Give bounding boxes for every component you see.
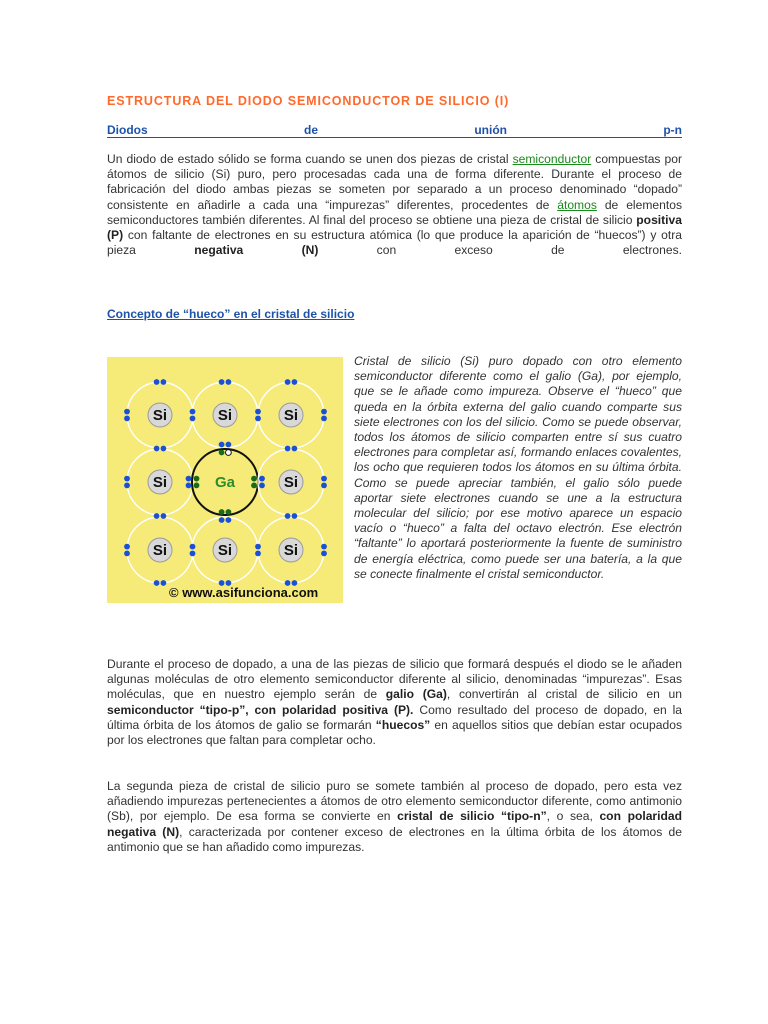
electron-pair [124, 476, 130, 482]
bold-negative-polarity: con polaridad negativa (N) [107, 809, 682, 839]
bond-electrons [285, 446, 291, 452]
silicon-label: Si [283, 474, 299, 491]
electron-pair [161, 580, 167, 586]
atomos-link[interactable]: átomos [557, 197, 597, 212]
text-run: con faltante de electrones en su estructura atómica (lo que produce la aparición de “huecos”) y otra pieza [107, 228, 682, 258]
bond-electrons [219, 450, 225, 456]
intro-paragraph [107, 152, 682, 258]
text-run: en aquellos sitios que debían estar ocupados por los electrones que faltan para completar ocho. [107, 717, 682, 748]
diodos-union-heading-link[interactable] [107, 124, 682, 138]
electron-pair [226, 379, 232, 385]
electron-pair [292, 379, 298, 385]
doping-n-paragraph [107, 779, 682, 855]
page-title: ESTRUCTURA DEL DIODO SEMICONDUCTOR DE SILICIO (I) [107, 94, 510, 108]
silicon-label: Si [152, 542, 168, 559]
text-run: La segunda pieza de cristal de silicio puro se somete también al proceso de dopado, pero esta vez añadiendo impurezas pertenecientes a átomos de otro elemento semiconductor diferente, como antimonio (Sb), por ejemplo. De esa forma se convierte en [107, 779, 682, 824]
bond-electrons [251, 483, 257, 489]
silicon-label: Si [152, 407, 168, 424]
electron-pair [154, 379, 160, 385]
electron-pair [124, 409, 130, 415]
electron-pair [124, 551, 130, 557]
subheading-word-2: de [304, 123, 319, 137]
bond-electrons [190, 544, 196, 550]
bond-electrons [194, 483, 200, 489]
subheading-word-1: Diodos [107, 123, 148, 137]
text-run: , caracterizada por contener exceso de electrones en la última órbita de los átomos de antimonio que se han añadido como impurezas. [107, 824, 682, 854]
bond-electrons [226, 517, 232, 523]
gallium-label: Ga [214, 474, 236, 491]
electron-pair [321, 483, 327, 489]
silicon-label: Si [283, 407, 299, 424]
bold-tipo-n: cristal de silicio “tipo-n” [397, 809, 547, 824]
text-run: , o sea, [546, 809, 600, 824]
bond-electrons [255, 416, 261, 422]
hueco-concept-heading-link[interactable]: Concepto de “hueco” en el cristal de silicio [107, 307, 355, 321]
bond-electrons [226, 509, 232, 515]
bond-electrons [292, 446, 298, 452]
bond-electrons [285, 513, 291, 519]
silicon-label: Si [152, 474, 168, 491]
subheading-word-3: unión [474, 123, 507, 137]
bond-electrons [186, 476, 192, 482]
bond-electrons [226, 442, 232, 448]
electron-pair [124, 483, 130, 489]
bond-electrons [161, 446, 167, 452]
text-run: Un diodo de estado sólido se forma cuando se unen dos piezas de cristal [107, 152, 513, 166]
electron-pair [124, 544, 130, 550]
electron-pair [321, 551, 327, 557]
watermark-text: © www.asifunciona.com [169, 585, 319, 600]
electron-pair [321, 544, 327, 550]
bold-galio: galio (Ga) [385, 687, 447, 702]
crystal-lattice-svg [107, 357, 343, 603]
electron-pair [154, 580, 160, 586]
bond-electrons [255, 409, 261, 415]
bold-positive-p: positiva (P) [107, 212, 682, 243]
bond-electrons [154, 513, 160, 519]
text-run: de elementos semiconductores también diferentes. Al final del proceso se obtiene una pieza de cristal de silicio [107, 197, 682, 227]
electron-pair [321, 476, 327, 482]
bond-electrons [219, 509, 225, 515]
silicon-label: Si [283, 542, 299, 559]
bond-electrons [190, 416, 196, 422]
hole-marker [226, 450, 232, 456]
silicon-label: Si [217, 407, 233, 424]
bond-electrons [219, 442, 225, 448]
bond-electrons [190, 409, 196, 415]
doping-p-paragraph [107, 657, 682, 748]
electron-pair [219, 379, 225, 385]
text-run: compuestas por átomos de silicio (Si) puro, pero procesadas cada una de forma diferente. Durante el proceso de fabricación del diodo ambas piezas se someten por separado a un proceso denominado “dopado” consistente en añadirle a cada una “impurezas” diferentes, procedentes de [107, 152, 683, 212]
subheading-word-4: p-n [663, 123, 682, 137]
bond-electrons [292, 513, 298, 519]
bond-electrons [255, 544, 261, 550]
bond-electrons [154, 446, 160, 452]
bond-electrons [219, 517, 225, 523]
text-run: Como resultado del proceso de dopado, en la última órbita de los átomos de galio se formarán [107, 702, 682, 732]
bold-tipo-p: semiconductor “tipo-p”, con polaridad positiva (P). [107, 702, 414, 717]
electron-pair [321, 409, 327, 415]
bold-huecos: “huecos” [375, 717, 431, 732]
bond-electrons [186, 483, 192, 489]
text-run: con exceso de electrones. [318, 243, 682, 258]
semiconductor-link[interactable]: semiconductor [512, 152, 592, 166]
text-run: Durante el proceso de dopado, a una de las piezas de silicio que formará después el diodo se le añaden algunas moléculas de otro elemento semiconductor diferente al silicio, denominadas “impurezas”. Esas moléculas, que en nuestro ejemplo serán de [107, 657, 682, 702]
electron-pair [321, 416, 327, 422]
electron-pair [161, 379, 167, 385]
bond-electrons [194, 476, 200, 482]
bond-electrons [259, 483, 265, 489]
bond-electrons [251, 476, 257, 482]
bond-electrons [161, 513, 167, 519]
text-run: , convertirán al cristal de silicio en un [446, 687, 682, 702]
silicon-crystal-diagram [107, 357, 343, 603]
silicon-label: Si [217, 542, 233, 559]
bond-electrons [259, 476, 265, 482]
electron-pair [124, 416, 130, 422]
bond-electrons [255, 551, 261, 557]
bold-negative-n: negativa (N) [194, 243, 319, 258]
bond-electrons [190, 551, 196, 557]
figure-caption: Cristal de silicio (Si) puro dopado con otro elemento semiconductor diferente como el galio (Ga), por ejemplo, que se le añade como impureza. Observe el “hueco” que queda en la órbita externa del galio cuando comparte sus siete electrones con los del silicio. Como se puede observar, todos los átomos de silicio comparten entre sí sus cuatro electrones para completar así, formando enlaces covalentes, los ocho que requieren todos los átomos en su última órbita. Como se puede apreciar también, el galio sólo puede aportar siete electrones cuando se une a la estructura molecular del silicio; por ese motivo aparece un espacio vacío o “hueco” a falta del octavo electrón. Ese electrón “faltante” lo aportará posteriormente la fuente de suministro de energía eléctrica, como puede ser una batería, a la que se conecte finalmente el cristal semiconductor. [354, 354, 682, 581]
electron-pair [285, 379, 291, 385]
